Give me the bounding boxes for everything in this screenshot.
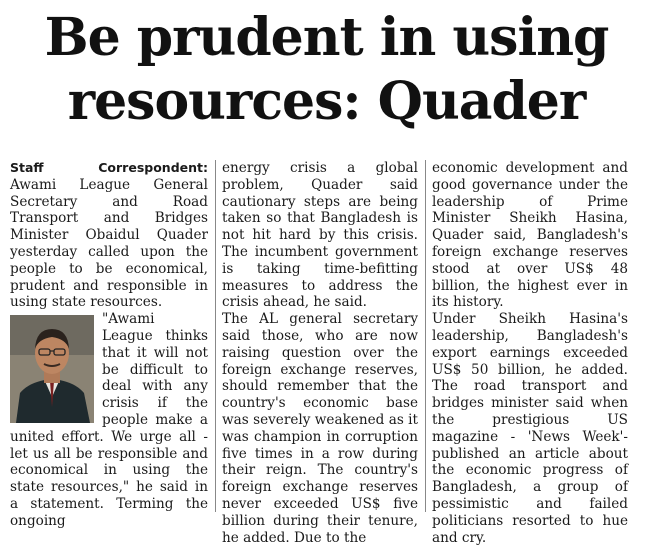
headline-line-2: resources: Quader xyxy=(67,71,586,132)
headline-line-1: Be prudent in using xyxy=(44,7,609,68)
byline: Staff Correspondent: xyxy=(10,160,208,175)
article-column-3 xyxy=(432,160,628,546)
column-1-lead-text: Awami League General Secretary and Road Transport and Bridges Minister Obaidul Quader yesterday called upon the people to be economical, prudent and responsible in using state resources. xyxy=(10,176,208,311)
author-photo xyxy=(10,315,94,423)
column-divider-2 xyxy=(425,160,426,512)
column-divider-1 xyxy=(215,160,216,512)
column-1-paragraph-1 xyxy=(10,160,208,311)
column-3-paragraph-2: Under Sheikh Hasina's leadership, Bangladesh's export earnings exceeded US$ 50 billion, he added. The road transport and bridges minister said when the prestigious US magazine - 'News Week'- published an article about the economic progress of Bangladesh, a group of pessimistic and failed politicians resorted to hue and cry. xyxy=(432,311,628,546)
column-3-paragraph-1: economic development and good governance under the leadership of Prime Minister Sheikh Hasina, Quader said, Bangladesh's foreign exchange reserves stood at over US$ 48 billion, the highest ever in its history. xyxy=(432,160,628,311)
article-column-1 xyxy=(10,160,208,530)
column-1-paragraph-2: "Awami League thinks that it will not be difficult to deal with any crisis if the people make a united effort. We urge all - let us all be responsible and economical in using the state resources," he said in a statement. Terming the ongoing xyxy=(10,311,208,529)
column-2-paragraph-2: The AL general secretary said those, who are now raising question over the foreign exchange reserves, should remember that the country's economic base was severely weakened as it was champion in corruption five times in a row during their reign. The country's foreign exchange reserves never exceeded US$ five billion during their tenure, he added. Due to the xyxy=(222,311,418,546)
portrait-image xyxy=(10,315,94,423)
headline xyxy=(0,6,653,134)
column-2-paragraph-1: energy crisis a global problem, Quader said cautionary steps are being taken so that Bangladesh is not hit hard by this crisis. The incumbent government is taking time-befitting measures to address the crisis ahead, he said. xyxy=(222,160,418,311)
article-column-2 xyxy=(222,160,418,546)
